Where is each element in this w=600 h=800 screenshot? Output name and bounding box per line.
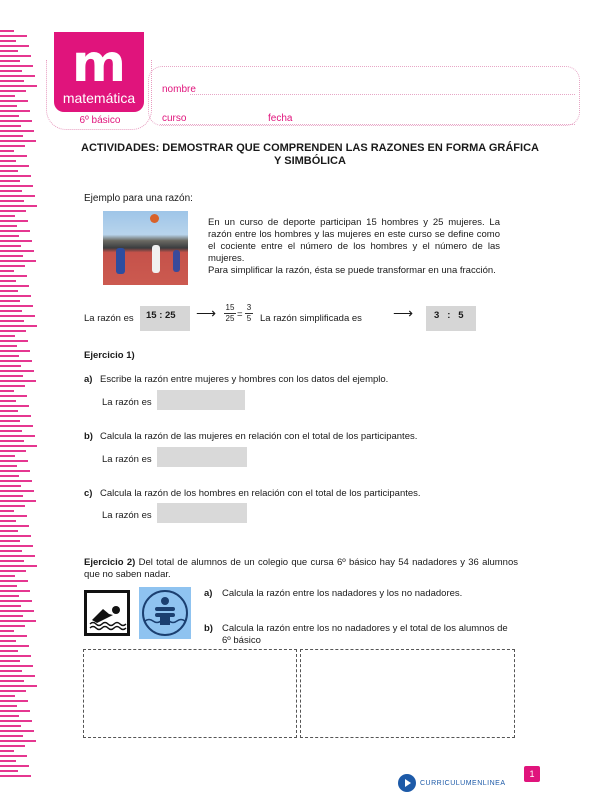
decorative-strip xyxy=(0,30,40,800)
ratio-label: La razón es xyxy=(84,313,134,324)
item-letter: c) xyxy=(84,488,93,499)
swimmer-icon xyxy=(84,590,130,636)
brand-name: CURRICULUMENLINEA xyxy=(420,779,506,787)
arrow-icon: ⟶ xyxy=(196,305,217,321)
grade-label: 6º básico xyxy=(79,115,121,126)
answer-field-c[interactable] xyxy=(157,503,247,523)
item-text: Escribe la razón entre mujeres y hombres con los datos del ejemplo. xyxy=(100,374,389,385)
item-letter: b) xyxy=(84,431,93,442)
name-field[interactable] xyxy=(190,94,575,95)
subject-name: matemática xyxy=(62,90,136,106)
basketball-photo xyxy=(103,211,188,285)
example-paragraph: En un curso de deporte participan 15 hombres y 25 mujeres. La razón entre los hombres y las mujeres en este curso se define como el cociente entre el número de los hombres y el número de las mujeres. xyxy=(208,217,500,264)
ratio-value: 15 : 25 xyxy=(146,310,176,321)
item-letter: a) xyxy=(204,588,213,599)
simplified-value-box xyxy=(426,306,476,331)
player-shape xyxy=(152,245,160,273)
answer-label: La razón es xyxy=(102,397,152,408)
play-logo-icon xyxy=(398,774,416,792)
example-heading: Ejemplo para una razón: xyxy=(84,193,193,204)
subject-logo xyxy=(54,32,144,112)
item-text: Calcula la razón de los hombres en relación con el total de los participantes. xyxy=(100,488,421,499)
fraction-numerator: 3 xyxy=(246,303,252,312)
answer-field-b[interactable] xyxy=(157,447,247,467)
answer-label: La razón es xyxy=(102,454,152,465)
simplified-value: 3 : 5 xyxy=(434,310,464,321)
arrow-icon: ⟶ xyxy=(393,305,414,321)
student-info-box xyxy=(148,66,580,126)
footer-logo xyxy=(398,774,506,792)
simplified-label: La razón simplificada es xyxy=(260,313,362,324)
item-text: Calcula la razón entre los nadadores y los no nadadores. xyxy=(222,588,463,599)
item-text: Calcula la razón entre los no nadadores y el total de los alumnos de 6º básico xyxy=(222,623,508,646)
course-date-field[interactable] xyxy=(160,124,575,125)
exercise1-heading: Ejercicio 1) xyxy=(84,350,135,361)
course-label: curso xyxy=(162,113,187,124)
item-letter: a) xyxy=(84,374,93,385)
life-ring-icon xyxy=(139,587,191,639)
work-area-b[interactable] xyxy=(300,649,515,738)
equals-sign: = xyxy=(237,309,243,320)
work-area-a[interactable] xyxy=(83,649,297,738)
answer-label: La razón es xyxy=(102,510,152,521)
page-title: ACTIVIDADES: DEMOSTRAR QUE COMPRENDEN LAS RAZONES EN FORMA GRÁFICA Y SIMBÓLICA xyxy=(81,142,539,167)
player-shape xyxy=(116,248,125,274)
answer-field-a[interactable] xyxy=(157,390,245,410)
example-paragraph-2: Para simplificar la razón, ésta se puede transformar en una fracción. xyxy=(208,265,496,276)
fraction-2 xyxy=(245,303,253,324)
ball-shape xyxy=(150,214,159,223)
exercise2-intro: Del total de alumnos de un colegio que cursa 6º básico hay 54 nadadores y 36 alumnos que no saben nadar. xyxy=(84,557,518,580)
exercise2-intro-block xyxy=(84,557,518,581)
fraction-denominator: 25 xyxy=(225,314,235,323)
page-number: 1 xyxy=(524,766,540,782)
date-label: fecha xyxy=(268,113,293,124)
logo-letter: m xyxy=(71,34,127,94)
fraction-denominator: 5 xyxy=(246,314,252,323)
fraction-1 xyxy=(224,303,236,324)
item-text: Calcula la razón de las mujeres en relación con el total de los participantes. xyxy=(100,431,418,442)
item-letter: b) xyxy=(204,623,213,634)
fraction-numerator: 15 xyxy=(225,303,235,312)
player-shape xyxy=(173,250,180,272)
name-label: nombre xyxy=(162,84,196,95)
exercise2-heading: Ejercicio 2) xyxy=(84,557,136,568)
ratio-value-box xyxy=(140,306,190,331)
